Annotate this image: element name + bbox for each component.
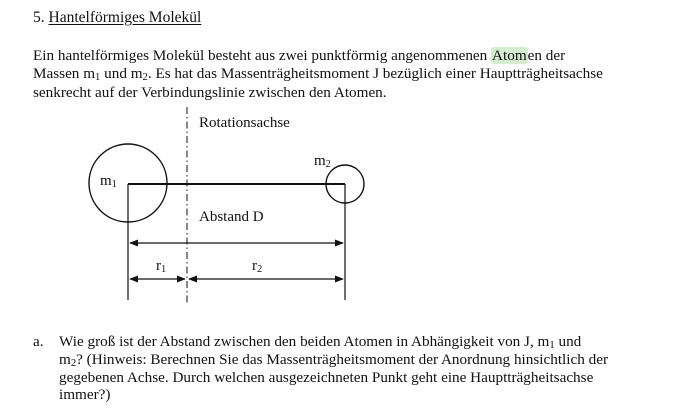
question-text-part: ? (Hinweis: Berechnen Sie das Massenträgheitsmoment der Anordnung hinsichtlich der (76, 350, 608, 368)
question-text (59, 333, 663, 404)
question-line-2 (59, 351, 663, 369)
mass-2-label (314, 152, 331, 170)
question-text-part: Wie groß ist der Abstand zwischen den beiden Atomen in Abhängigkeit von J, m (59, 333, 550, 350)
intro-text: und m (100, 65, 143, 83)
intro-text: . Es hat das Massenträgheitsmoment J bezüglich einer Hauptträgheitsachse (147, 65, 603, 83)
highlighted-word: Atom (492, 47, 527, 64)
mass-1-label (100, 172, 117, 190)
section-number: 5. (33, 9, 45, 26)
r2-label (252, 257, 262, 275)
r1-subscript: 1 (161, 264, 167, 275)
mass-2-subscript: 2 (325, 159, 331, 170)
question-text-part: und (554, 333, 582, 350)
mass-2-letter: m (314, 153, 326, 169)
subscript: 1 (549, 340, 555, 351)
distance-label: Abstand D (199, 209, 264, 225)
question-text-part: m (59, 350, 71, 368)
intro-text: Ein hantelförmiges Molekül besteht aus zwei punktförmig angenommenen (33, 47, 492, 64)
intro-text: en der (527, 47, 566, 64)
r1-label (156, 257, 166, 275)
question-line-4: immer?) (59, 386, 111, 404)
question-line-1 (59, 333, 663, 351)
subscript: 1 (95, 72, 101, 84)
subscript: 2 (142, 72, 148, 84)
section-title: Hantelförmiges Molekül (48, 9, 202, 26)
mass-1-letter: m (100, 173, 112, 189)
r2-letter: r (252, 258, 257, 274)
intro-line-3: senkrecht auf der Verbindungslinie zwischen den Atomen. (33, 83, 387, 101)
subscript: 2 (70, 357, 77, 369)
rotation-axis-label: Rotationsachse (199, 115, 290, 131)
r1-letter: r (156, 258, 161, 274)
question-label: a. (33, 333, 44, 350)
r2-subscript: 2 (257, 264, 263, 275)
question-line-3: gegebenen Achse. Durch welchen ausgezeichneten Punkt geht eine Hauptträgheitsachse (59, 368, 594, 386)
intro-text: Massen m (33, 65, 96, 83)
mass-1-subscript: 1 (111, 179, 117, 190)
